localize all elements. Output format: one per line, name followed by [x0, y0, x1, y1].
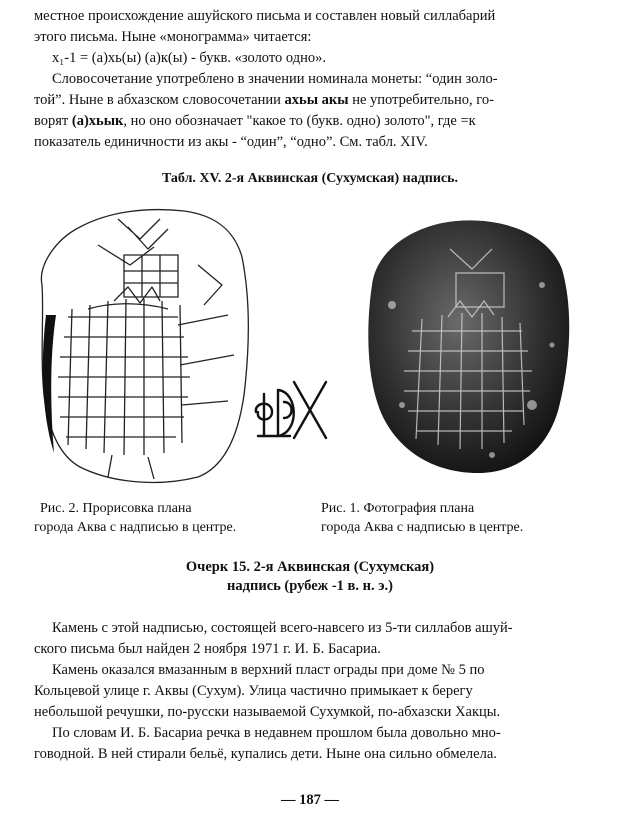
text-line: небольшой речушки, по-русски называемой Сухумкой, по-абхазски Хакцы.: [34, 704, 501, 720]
text-line: Кольцевой улице г. Аквы (Сухум). Улица частично примыкает к берегу: [34, 683, 473, 699]
bold-term: ахьы акы: [284, 92, 349, 108]
discovery-paragraph: [34, 618, 586, 660]
page-number: — 187 —: [281, 792, 339, 808]
intro-paragraph: [34, 6, 586, 69]
text-line: той”. Ныне в абхазском словосочетании ахьы акы не употребительно, го-: [34, 92, 494, 108]
text-line: По словам И. Б. Басариа речка в недавнем прошлом была довольно мно-: [52, 725, 501, 741]
caption-line: города Аква с надписью в центре.: [321, 520, 524, 535]
table-title: Табл. XV. 2-я Аквинская (Сухумская) надпись.: [161, 171, 459, 186]
text-line: Камень оказался вмазанным в верхний пласт ограды при доме № 5 по: [52, 662, 485, 678]
heading-line: надпись (рубеж -1 в. н. э.): [227, 578, 393, 594]
text-line: ского письма был найден 2 ноября 1971 г. И. Б. Басариа.: [34, 641, 381, 657]
figure-photograph: [352, 215, 574, 477]
monogram-figure: [250, 372, 332, 444]
caption-line: Рис. 1. Фотография плана: [321, 501, 475, 516]
phrase-paragraph: [34, 69, 586, 153]
formula-line: x₁-1 = (а)хь(ы) (а)к(ы) - букв. «золото одно».: [52, 50, 326, 66]
text-line: показатель единичности из акы - “один”, “одно”. См. табл. XIV.: [34, 134, 428, 150]
caption-line: города Аква с надписью в центре.: [34, 520, 237, 535]
text-line: ворят (а)хьык, но оно обозначает "какое то (букв. одно) золото", где =к: [34, 113, 476, 129]
text-line: говодной. В ней стирали бельё, купались дети. Ныне она сильно обмелела.: [34, 746, 497, 762]
figure-drawing: [28, 205, 260, 487]
figure-caption-1: [321, 499, 591, 537]
text-line: местное происхождение ашуйского письма и составлен новый силлабарий: [34, 8, 496, 24]
text-line: Словосочетание употреблено в значении номинала монеты: “один золо-: [52, 71, 498, 87]
heading-line: Очерк 15. 2-я Аквинская (Сухумская): [185, 559, 435, 575]
essay-heading: [34, 558, 586, 596]
river-paragraph: [34, 723, 586, 765]
location-paragraph: [34, 660, 586, 723]
figure-caption-2: [34, 499, 314, 537]
caption-line: Рис. 2. Прорисовка плана: [40, 501, 192, 516]
text-line: Камень с этой надписью, состоящей всего-навсего из 5-ти силлабов ашуй-: [52, 620, 513, 636]
bold-term: (а)хьык: [71, 113, 124, 129]
text-line: этого письма. Ныне «монограмма» читается:: [34, 29, 312, 45]
